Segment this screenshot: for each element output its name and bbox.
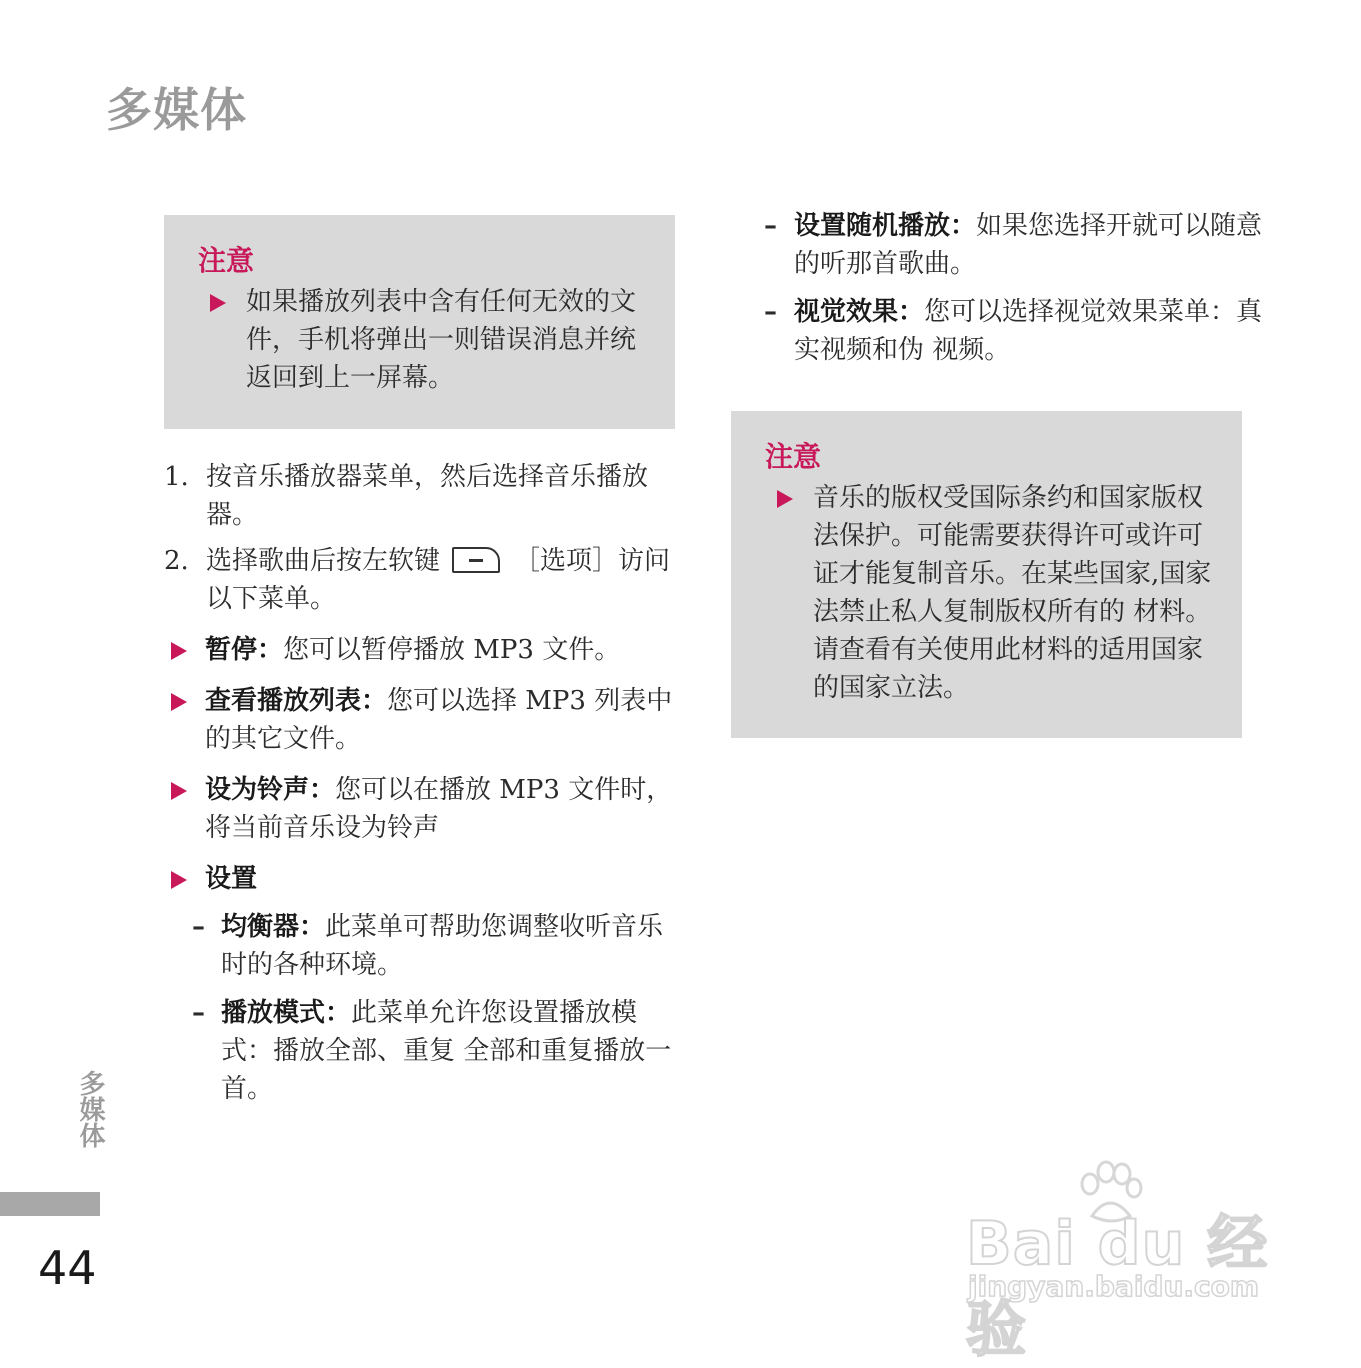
- left-column: [164, 458, 684, 1108]
- side-tab-bar: [0, 1192, 100, 1216]
- note-title: 注意: [198, 244, 255, 277]
- watermark-url: jingyan.baidu.com: [968, 1270, 1260, 1303]
- item-label: 均衡器：: [221, 912, 326, 942]
- item-text: 如果您选择开就可以随意的听那首歌曲。: [794, 211, 1263, 279]
- menu-item-set-ringtone: [164, 771, 684, 847]
- page-title: 多媒体: [106, 83, 247, 137]
- menu-item-pause: [164, 631, 684, 669]
- item-label: 查看播放列表：: [205, 686, 388, 716]
- triangle-bullet-icon: [171, 871, 187, 889]
- item-label: 播放模式：: [221, 998, 352, 1028]
- dash-marker: –: [764, 211, 777, 241]
- page-number: 44: [38, 1241, 97, 1295]
- note-title: 注意: [765, 440, 822, 473]
- step-2: [164, 542, 684, 618]
- step-1: [164, 458, 684, 534]
- settings-play-mode: [164, 994, 684, 1108]
- triangle-bullet-icon: [210, 294, 226, 312]
- item-text: 您可以暂停播放 MP3 文件。: [283, 635, 621, 665]
- step-text-after: ［选项］访问以下菜单。: [206, 546, 671, 614]
- item-text: 此菜单允许您设置播放模式：播放全部、重复 全部和重复播放一首。: [221, 998, 672, 1104]
- note-box-right: [731, 411, 1242, 738]
- step-number: 2.: [164, 546, 189, 576]
- triangle-bullet-icon: [171, 782, 187, 800]
- baidu-watermark: [966, 1160, 1276, 1365]
- item-label: 视觉效果：: [794, 297, 925, 327]
- note-text: 如果播放列表中含有任何无效的文件，手机将弹出一则错误消息并统 返回到上一屏幕。: [246, 287, 637, 393]
- step-text: 选择歌曲后按左软键: [206, 546, 441, 576]
- menu-item-view-playlist: [164, 682, 684, 758]
- item-label: 设置随机播放：: [794, 211, 977, 241]
- note-text: 音乐的版权受国际条约和国家版权法保护。可能需要获得许可或许可证才能复制音乐。在某些国家,国家法禁止私人复制版权所有的 材料。请查看有关使用此材料的适用国家的国家立法。: [813, 483, 1212, 703]
- dash-marker: –: [192, 912, 205, 942]
- item-label: 暂停：: [205, 635, 284, 665]
- item-text: 此菜单可帮助您调整收听音乐时的各种环境。: [221, 912, 664, 980]
- item-text: 您可以选择视觉效果菜单：真实视频和伪 视频。: [794, 297, 1263, 365]
- dash-marker: –: [764, 297, 777, 327]
- triangle-bullet-icon: [777, 490, 793, 508]
- side-section-label: 多媒体: [75, 1070, 105, 1148]
- triangle-bullet-icon: [171, 693, 187, 711]
- dash-marker: –: [192, 998, 205, 1028]
- item-text: 您可以选择 MP3 列表中的其它文件。: [205, 686, 673, 754]
- left-softkey-icon: [452, 547, 500, 573]
- note-item: [198, 283, 655, 397]
- item-text: 您可以在播放 MP3 文件时，将当前音乐设为铃声: [205, 775, 673, 843]
- settings-shuffle: [764, 207, 1264, 283]
- triangle-bullet-icon: [171, 642, 187, 660]
- step-number: 1.: [164, 462, 189, 492]
- step-text: 按音乐播放器菜单，然后选择音乐播放器。: [206, 462, 649, 530]
- menu-item-settings: [164, 860, 684, 898]
- item-label: 设为铃声：: [205, 775, 336, 805]
- settings-equalizer: [164, 908, 684, 984]
- settings-visual-effects: [764, 293, 1264, 369]
- note-box-left: [164, 215, 675, 429]
- note-item: [765, 479, 1222, 707]
- watermark-brand: Bai du 经验: [966, 1209, 1269, 1365]
- right-column: [764, 207, 1264, 379]
- item-label: 设置: [205, 864, 258, 894]
